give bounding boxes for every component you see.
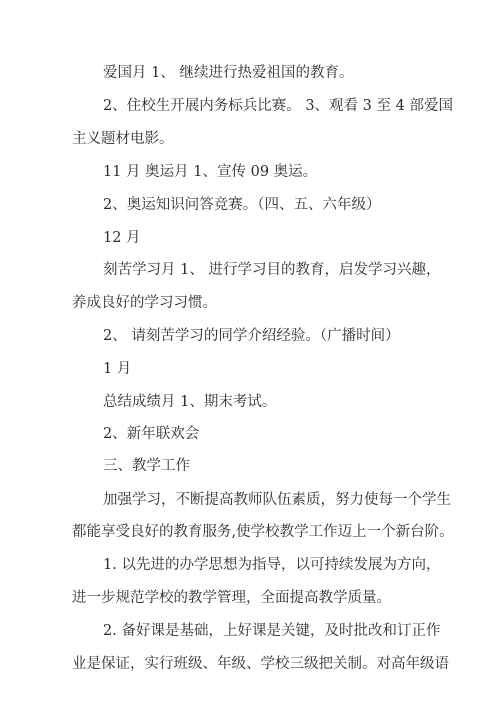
text-line: 11 月 奥运月 1、宣传 09 奥运。 — [103, 164, 318, 180]
text-line: 2、 请刻苦学习的同学介绍经验。（广播时间） — [103, 328, 400, 344]
text-line: 12 月 — [103, 230, 141, 246]
text-line: 进一步规范学校的教学管理，全面提高教学质量。 — [72, 590, 391, 606]
text-line: 都能享受良好的教育服务,使学校教学工作迈上一个新台阶。 — [72, 524, 454, 540]
text-line: 养成良好的学习习惯。 — [72, 295, 217, 311]
text-line: 1 月 — [103, 361, 132, 377]
text-line: 加强学习，不断提高教师队伍素质，努力使每一个学生 — [103, 492, 451, 508]
text-line: 总结成绩月 1、期末考试。 — [103, 394, 277, 410]
text-line: 刻苦学习月 1、 进行学习目的教育，启发学习兴趣， — [103, 262, 441, 278]
section-heading: 三、教学工作 — [103, 458, 190, 474]
text-line: 2、住校生开展内务标兵比赛。 3、观看 3 至 4 部爱国 — [103, 98, 453, 114]
text-line: 2、奥运知识问答竞赛。（四、五、六年级） — [103, 197, 381, 213]
text-line: 2、新年联欢会 — [103, 426, 200, 442]
text-line: 1. 以先进的办学思想为指导，以可持续发展为方向， — [103, 557, 441, 573]
text-line: 主义题材电影。 — [72, 131, 174, 147]
text-line: 爱国月 1、 继续进行热爱祖国的教育。 — [103, 65, 354, 81]
text-line: 2. 备好课是基础，上好课是关键，及时批改和订正作 — [103, 623, 441, 639]
text-line: 业是保证，实行班级、年级、学校三级把关制。对高年级语 — [72, 656, 449, 672]
